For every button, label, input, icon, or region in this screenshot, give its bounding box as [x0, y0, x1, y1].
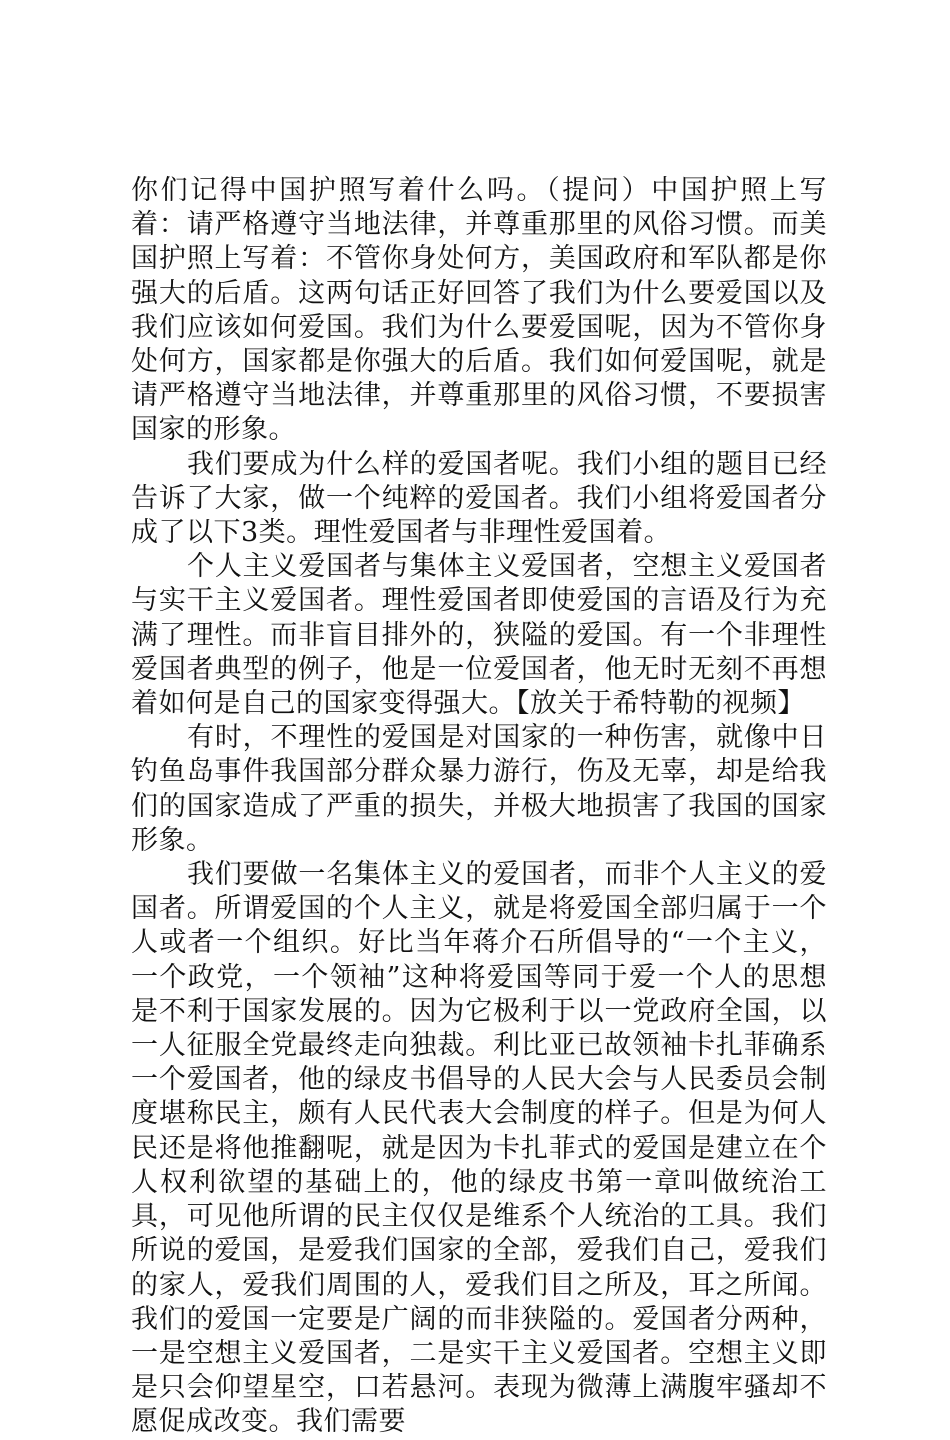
- paragraph-4: 有时，不理性的爱国是对国家的一种伤害，就像中日钓鱼岛事件我国部分群众暴力游行，伤及无辜，却是给我们的国家造成了严重的损失，并极大地损害了我国的国家形象。: [131, 722, 827, 856]
- paragraph-2: 我们要成为什么样的爱国者呢。我们小组的题目已经告诉了大家，做一个纯粹的爱国者。我们小组将爱国者分成了以下3类。理性爱国者与非理性爱国着。: [131, 448, 827, 549]
- paragraph-3: 个人主义爱国者与集体主义爱国者，空想主义爱国者与实干主义爱国者。理性爱国者即使爱国的言语及行为充满了理性。而非盲目排外的，狭隘的爱国。有一个非理性爱国者典型的例子，他是一位爱国者，他无时无刻不再想着如何是自己的国家变得强大。【放关于希特勒的视频】: [131, 551, 827, 720]
- paragraph-1: 你们记得中国护照写着什么吗。（提问）中国护照上写着：请严格遵守当地法律，并尊重那里的风俗习惯。而美国护照上写着：不管你身处何方，美国政府和军队都是你强大的后盾。这两句话正好回答了我们为什么要爱国以及我们应该如何爱国。我们为什么要爱国呢，因为不管你身处何方，国家都是你强大的后盾。我们如何爱国呢，就是请严格遵守当地法律，并尊重那里的风俗习惯，不要损害国家的形象。: [131, 175, 827, 446]
- paragraph-5: 我们要做一名集体主义的爱国者，而非个人主义的爱国者。所谓爱国的个人主义，就是将爱国全部归属于一个人或者一个组织。好比当年蒋介石所倡导的“一个主义，一个政党，一个领袖”这种将爱国等同于爱一个人的思想是不利于国家发展的。因为它极利于以一党政府全国，以一人征服全党最终走向独裁。利比亚已故领袖卡扎菲确系一个爱国者，他的绿皮书倡导的人民大会与人民委员会制度堪称民主，颇有人民代表大会制度的样子。但是为何人民还是将他推翻呢，就是因为卡扎菲式的爱国是建立在个人权利欲望的基础上的，他的绿皮书第一章叫做统治工具，可见他所谓的民主仅仅是维系个人统治的工具。我们所说的爱国，是爱我们国家的全部，爱我们自己，爱我们的家人，爱我们周围的人，爱我们目之所及，耳之所闻。我们的爱国一定要是广阔的而非狭隘的。爱国者分两种，一是空想主义爱国者，二是实干主义爱国者。空想主义即是只会仰望星空，口若悬河。表现为微薄上满腹牢骚却不愿促成改变。我们需要: [131, 859, 827, 1438]
- body-text: [131, 174, 827, 1440]
